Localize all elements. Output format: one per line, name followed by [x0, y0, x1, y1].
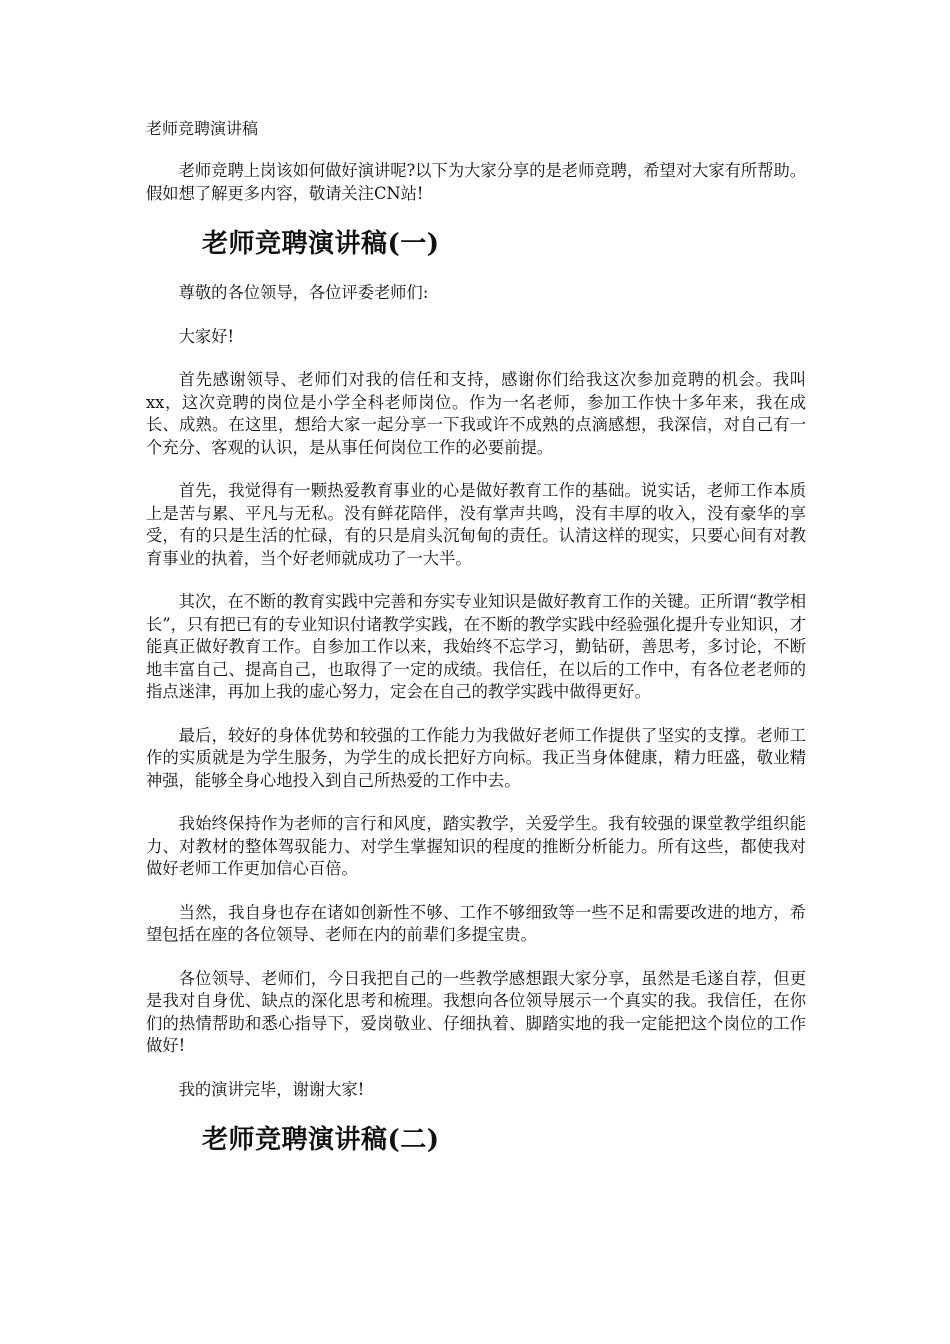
salutation-paragraph: 尊敬的各位领导，各位评委老师们:	[178, 283, 429, 302]
body-paragraph: 其次，在不断的教育实践中完善和夯实专业知识是做好教育工作的关键。正所谓“教学相长”，只有把已有的专业知识付诸教学实践，在不断的教学实践中经验强化提升专业知识，才能真正做好教育工作。自参加工作以来，我始终不忘学习，勤钻研，善思考，多讨论，不断地丰富自己、提高自己，也取得了一定的成绩。我信任，在以后的工作中，有各位老老师的指点迷津，再加上我的虚心努力，定会在自己的教学实践中做得更好。	[146, 592, 806, 701]
body-paragraph: 最后，较好的身体优势和较强的工作能力为我做好老师工作提供了坚实的支撑。老师工作的实质就是为学生服务，为学生的成长把好方向标。我正当身体健康，精力旺盛，敬业精神强，能够全身心地投入到自己所热爱的工作中去。	[146, 725, 806, 790]
section-heading-2: 老师竞聘演讲稿(二)	[202, 1125, 440, 1155]
intro-paragraph: 老师竞聘上岗该如何做好演讲呢?以下为大家分享的是老师竞聘，希望对大家有所帮助。假如想了解更多内容，敬请关注CN站!	[146, 161, 807, 203]
document-body	[146, 160, 806, 1178]
body-paragraph: 首先感谢领导、老师们对我的信任和支持，感谢你们给我这次参加竞聘的机会。我叫xx，这次竞聘的岗位是小学全科老师岗位。作为一名老师，参加工作快十多年来，我在成长、成熟。在这里，想给大家一起分享一下我或许不成熟的点滴感想，我深信，对自己有一个充分、客观的认识，是从事任何岗位工作的必要前提。	[146, 370, 806, 457]
closing-paragraph: 我的演讲完毕，谢谢大家!	[178, 1079, 365, 1099]
body-paragraph: 当然，我自身也存在诸如创新性不够、工作不够细致等一些不足和需要改进的地方，希望包括在座的各位领导、老师在内的前辈们多提宝贵。	[146, 902, 806, 944]
greeting-paragraph: 大家好!	[178, 326, 234, 346]
document-title: 老师竞聘演讲稿	[146, 119, 259, 138]
body-paragraph: 我始终保持作为老师的言行和风度，踏实教学，关爱学生。我有较强的课堂教学组织能力、对教材的整体驾驭能力、对学生掌握知识的程度的推断分析能力。所有这些，都使我对做好老师工作更加信心百倍。	[146, 814, 806, 878]
body-paragraph: 各位领导、老师们，今日我把自己的一些教学感想跟大家分享，虽然是毛遂自荐，但更是我对自身优、缺点的深化思考和梳理。我想向各位领导展示一个真实的我。我信任，在你们的热情帮助和悉心指导下，爱岗敬业、仔细执着、脚踏实地的我一定能把这个岗位的工作做好!	[146, 968, 806, 1055]
section-heading-1: 老师竞聘演讲稿(一)	[202, 229, 440, 259]
body-paragraph: 首先，我觉得有一颗热爱教育事业的心是做好教育工作的基础。说实话，老师工作本质上是苦与累、平凡与无私。没有鲜花陪伴，没有掌声共鸣，没有丰厚的收入，没有豪华的享受，有的只是生活的忙碌，有的只是肩头沉甸甸的责任。认清这样的现实，只要心间有对教育事业的执着，当个好老师就成功了一大半。	[146, 481, 806, 568]
